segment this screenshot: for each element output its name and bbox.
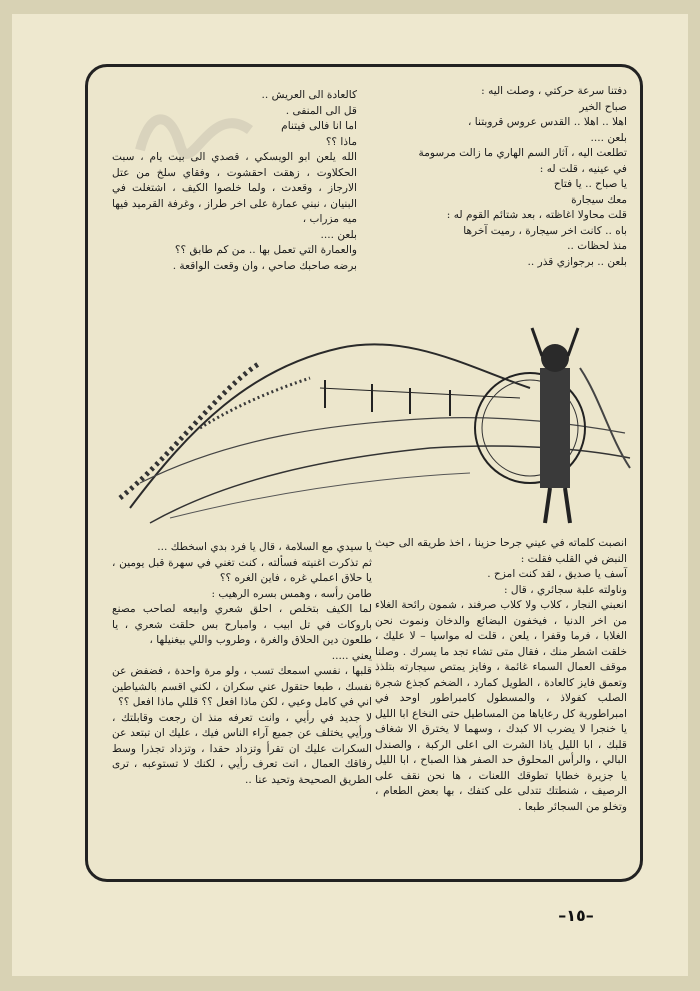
column-bottom-right bbox=[375, 536, 627, 815]
paragraph: اهلا .. اهلا .. القدس عروس قروبتنا ، bbox=[468, 116, 627, 128]
column-bottom-left bbox=[112, 540, 372, 788]
paragraph: كالعادة الى العريش .. bbox=[261, 89, 357, 101]
paragraph: يا صباح .. يا فتاح bbox=[553, 178, 627, 190]
paragraph: انصبت كلماته في عيني جرحا حزينا ، اخذ طريقه الى حيث النبض في القلب فقلت : bbox=[375, 537, 627, 565]
paragraph: لا جديد في رأيي ، وانت تعرفه منذ ان رجعت وقابلتك ، ورأيي يختلف عن جميع آراء الناس فيك ، عليك ان تبتعد عن السكرات عليك ان تقرأ وتزداد حقدا ، وتزداد تجذرا وسط رفاقك العمال ، انت تعرف رأيي ، لكنك لا تستوعبه ، ترى الطريق الصحيحة وتحيد عنا .. bbox=[112, 711, 372, 786]
paragraph: صباح الخير bbox=[579, 100, 627, 113]
paragraph: دفتنا سرعة حركتي ، وصلت اليه : bbox=[481, 85, 627, 97]
paragraph: تطلعت اليه ، آثار السم الهاري ما زالت مرسومة bbox=[418, 147, 627, 159]
paragraph: آسف يا صديق ، لقد كنت امزح . bbox=[487, 568, 627, 580]
paragraph: انعبني النجار ، كلاب ولا كلاب صرفند ، شمون رائحة الغلاء من اخر الدنيا ، فيخفون البضائع والدخان ونموت نحن الغلابا ، فرما وقفرا ، يلعن ، قلت له مواسيا – لا عليك ، خلقت اشطر منك ، فقال متى تشاء تجد ما يسرك . وصلنا موقف العمال السماء غائمة ، وفايز يمتص سيجارته بتلذذ وتعمق فايز كالعادة ، الطويل كمارد ، الضخم كجذع شجرة الصلب كفولاذ ، والمسطول كامبراطور اوحد في امبراطورية كل رعاياها من المساطيل حتى النخاع ابا الليل يا خنجرا لا يضرب الا كبدك ، وسهما لا يخترق الا شغاف قلبك ، ابا الليل ياذا الشرت الى اعلى الركبة ، والصندل البالي ، والرأس المحلوق حد الصفر هذا الصباح ، ابا الليل يا جزيرة خطايا تطوقك اللعنات ، ها نحن نقف على الرصيف ، شنطتك تتدلى على كتفك ، بها بعض الطعام ، وتخلو من السجائر طبعا . bbox=[375, 599, 627, 813]
paragraph: اما انا فالى فيتنام bbox=[281, 120, 357, 132]
paragraph: بلعن .... bbox=[590, 131, 627, 144]
paragraph: في عينيه ، قلت له : bbox=[539, 162, 627, 175]
paragraph: باه .. كانت اخر سيجارة ، رميت آخرها bbox=[463, 224, 627, 237]
paragraph: قل الى المنفى . bbox=[285, 104, 357, 117]
paragraph: برضه صاحبك صاحي ، وان وقعت الواقعة . bbox=[172, 259, 357, 272]
paragraph: بلعن .. برجوازي قذر .. bbox=[527, 255, 627, 268]
paragraph: لما الكيف بتخلص ، احلق شعري وابيعه لصاحب مصنع باروكات في تل ابيب ، وامبارح بس حلقت شعري ، يا طلعون دين الحلاق والغرة ، وطروب واللي بيغنيلها ، bbox=[112, 603, 372, 646]
paragraph: يا سيدي مع السلامة ، قال يا فرد بدي اسخطك ... bbox=[157, 541, 372, 553]
ink-illustration bbox=[110, 308, 640, 530]
page-number: –١٥– bbox=[558, 906, 594, 925]
paragraph: منذ لحظات .. bbox=[567, 240, 627, 252]
paragraph: ثم تذكرت اغنيته فسألته ، كنت تغني في سهرة قبل يومين ، يا حلاق اعملي غره ، فاين الغره ؟؟ bbox=[112, 556, 372, 584]
paragraph: قلبها ، نفسي اسمعك تسب ، ولو مرة واحدة ، فضفض عن نفسك ، طبعا حتقول عني سكران ، لكني اقسم بالشياطين اني في كامل وعيي ، لكن ماذا افعل ؟؟ قللي ماذا افعل ؟؟ bbox=[112, 665, 372, 708]
column-top-right bbox=[362, 84, 627, 270]
paragraph: طامن رأسه ، وهمس بسره الرهيب : bbox=[211, 587, 372, 600]
paragraph: والعمارة التي تعمل بها .. من كم طابق ؟؟ bbox=[174, 244, 357, 256]
paragraph: الله يلعن ابو الويسكي ، قصدي الى بيت يام ، سبت الحكلاوت ، زهقت احقشوت ، وفقاي سلخ من عتل الارجاز ، وقعدت ، ولما خلصوا الكيف ، اشتغلت في البنيان ، نبني عمارة على اخر طراز ، وغرفة القرميد فيها ميه مزراب ، bbox=[112, 151, 357, 225]
paragraph: وناولته علبة سجائري ، قال : bbox=[503, 583, 627, 596]
column-top-left bbox=[112, 88, 357, 274]
paragraph: يعني ..... bbox=[331, 649, 372, 662]
paragraph: ماذا ؟؟ bbox=[325, 135, 357, 148]
paragraph: قلت محاولا اغاظته ، بعد شتائم القوم له : bbox=[446, 209, 627, 221]
paragraph: معك سيجارة bbox=[571, 193, 627, 206]
paragraph: بلعن .... bbox=[320, 228, 357, 241]
